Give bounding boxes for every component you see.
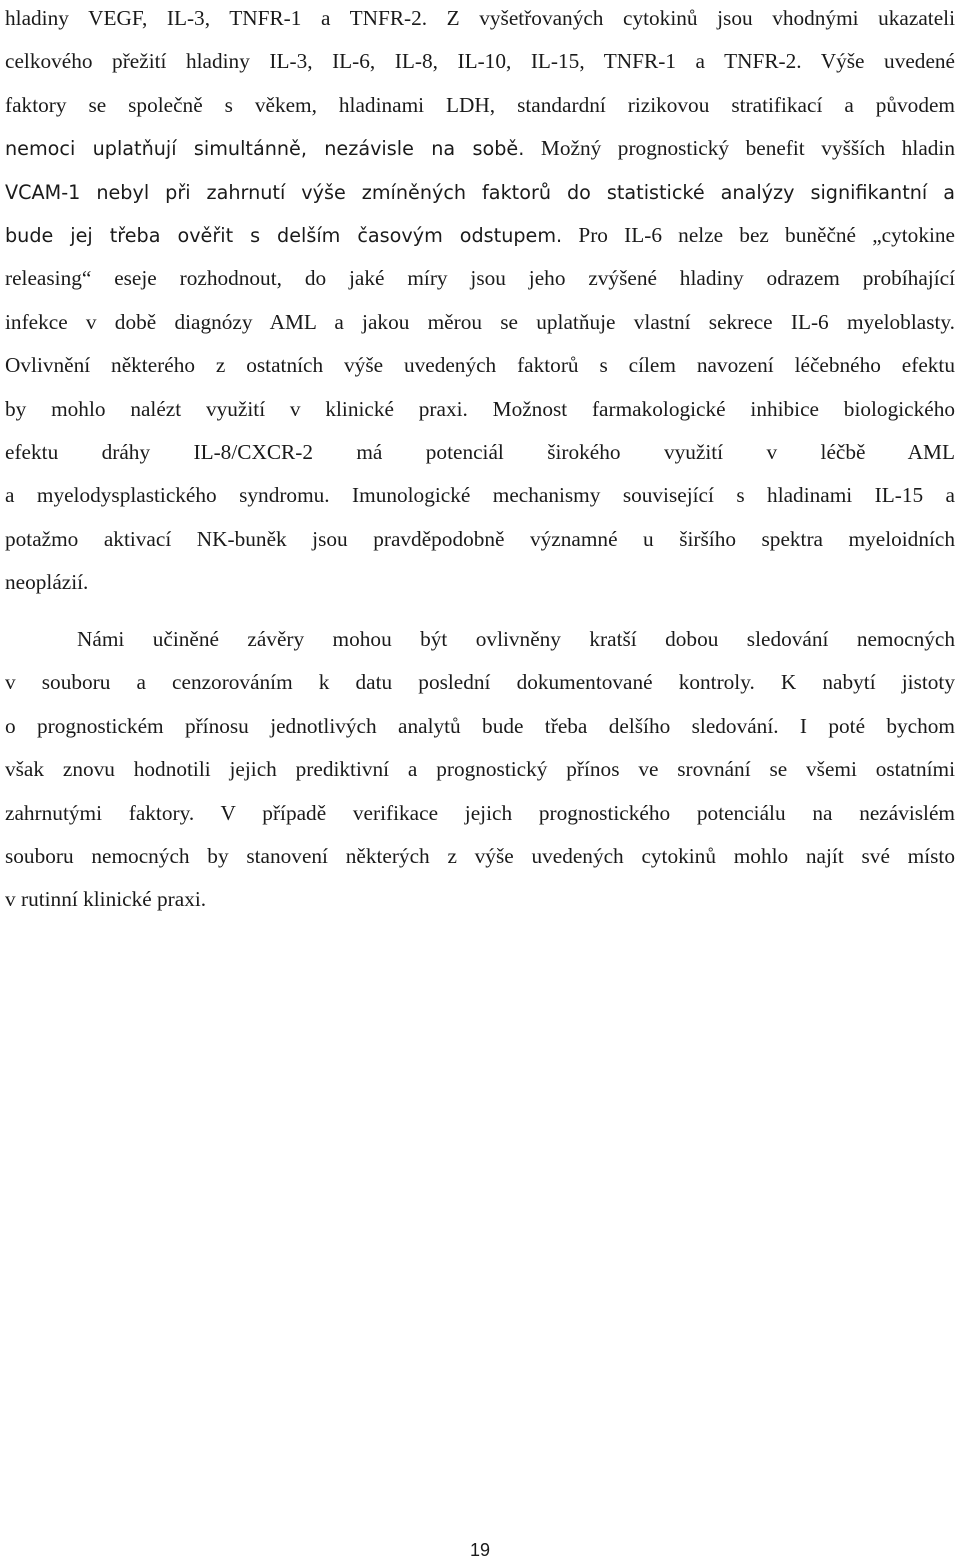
text-line: a myelodysplastického syndromu. Imunologické mechanismy související s hladinami IL-15 a — [5, 483, 955, 508]
text-line: efektu dráhy IL-8/CXCR-2 má potenciál širokého využití v léčbě AML — [5, 439, 955, 464]
text-line-mixed — [5, 127, 955, 170]
text-line: v souboru a cenzorováním k datu poslední dokumentované kontroly. K nabytí jistoty — [5, 670, 955, 695]
text-line: však znovu hodnotili jejich prediktivní a prognostický přínos ve srovnání se všemi ostatními — [5, 757, 955, 782]
text-run-sans: bude jej třeba ověřit s delším časovým odstupem. — [5, 223, 563, 247]
text-line: VCAM-1 nebyl při zahrnutí výše zmíněných faktorů do statistické analýzy signifikantní a — [5, 180, 955, 204]
text-line: hladiny VEGF, IL-3, TNFR-1 a TNFR-2. Z vyšetřovaných cytokinů jsou vhodnými ukazateli — [5, 6, 955, 30]
text-line: faktory se společně s věkem, hladinami LDH, standardní rizikovou stratifikací a původem — [5, 92, 955, 117]
text-line: Ovlivnění některého z ostatních výše uvedených faktorů s cílem navození léčebného efektu — [5, 353, 955, 378]
text-line: souboru nemocných by stanovení některých z výše uvedených cytokinů mohlo najít své místo — [5, 843, 955, 868]
text-line: by mohlo nalézt využití v klinické praxi. Možnost farmakologické inhibice biologického — [5, 396, 955, 421]
text-line: o prognostickém přínosu jednotlivých analytů bude třeba delšího sledování. I poté bychom — [5, 713, 955, 738]
paragraph-conclusions — [5, 0, 955, 604]
text-line: releasing“ eseje rozhodnout, do jaké míry jsou jeho zvýšené hladiny odrazem probíhající — [5, 266, 955, 291]
text-line: potažmo aktivací NK-buněk jsou pravděpodobně významné u širšího spektra myeloidních — [5, 526, 955, 551]
text-run-serif: Možný prognostický benefit vyšších hladin — [524, 136, 955, 161]
text-line: neoplázií. — [5, 570, 89, 595]
text-line-mixed — [5, 214, 955, 257]
text-line: celkového přežití hladiny IL-3, IL-6, IL-8, IL-10, IL-15, TNFR-1 a TNFR-2. Výše uvedené — [5, 49, 955, 74]
text-line: infekce v době diagnózy AML a jakou měrou se uplatňuje vlastní sekrece IL-6 myeloblasty. — [5, 309, 955, 334]
text-line: Námi učiněné závěry mohou být ovlivněny kratší dobou sledování nemocných — [77, 627, 955, 651]
text-run-serif: Pro IL-6 nelze bez buněčné „cytokine — [562, 222, 955, 247]
text-line: v rutinní klinické praxi. — [5, 887, 207, 912]
paragraph-limitations — [5, 618, 955, 922]
text-run-sans: nemoci uplatňují simultánně, nezávisle na sobě. — [5, 137, 525, 161]
text-line: zahrnutými faktory. V případě verifikace jejich prognostického potenciálu na nezávislém — [5, 800, 955, 825]
page-number: 19 — [469, 1540, 491, 1560]
